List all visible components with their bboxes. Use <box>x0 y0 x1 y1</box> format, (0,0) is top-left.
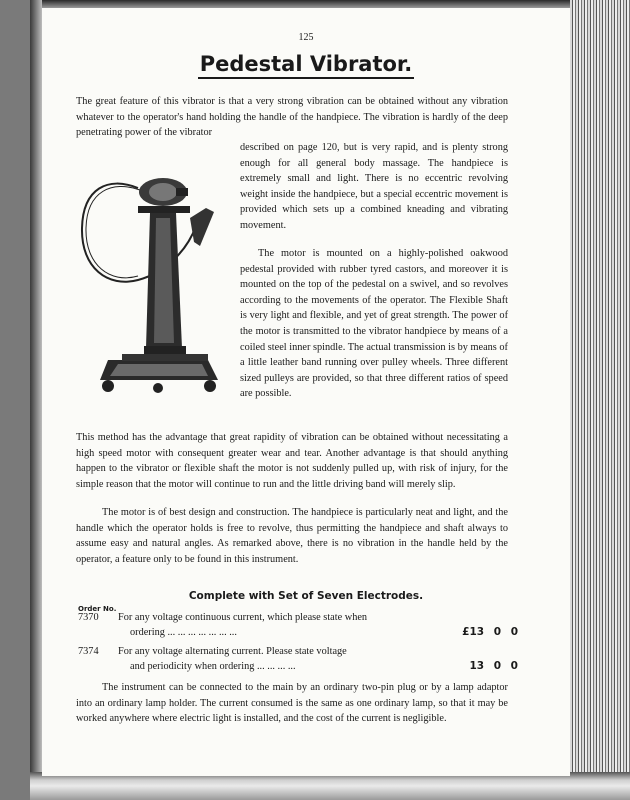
price-list-item <box>78 644 518 676</box>
order-number-label: Order No. <box>78 605 117 613</box>
page-title <box>42 52 570 76</box>
item-price: 13 0 0 <box>469 660 518 672</box>
page-title-text: Pedestal Vibrator. <box>198 52 415 79</box>
price-list-heading: Complete with Set of Seven Electrodes. <box>188 590 424 602</box>
scan-edge-bottom <box>30 772 630 800</box>
order-code: 7374 <box>78 646 99 657</box>
item-description <box>118 610 418 640</box>
item-description-line2: and periodicity when ordering ... ... ... ... <box>130 661 296 672</box>
paragraph-closing: The instrument can be connected to the main by an ordinary two-pin plug or by a lamp adaptor into an ordinary lamp holder. The current consumed is the same as one ordinary lamp, so that it may be worked anywhere where electric light is installed, and the cost of the current is negligible. <box>76 682 508 725</box>
page-number: 125 <box>298 32 314 43</box>
scan-edge-top <box>30 0 590 8</box>
item-description-line2: ordering ... ... ... ... ... ... ... <box>130 627 237 638</box>
item-description-line1: For any voltage alternating current. Please state voltage <box>118 646 347 657</box>
paragraph-motor: The motor is mounted on a highly-polished oakwood pedestal provided with rubber tyred castors, and moreover it is mounted on the top of the pedestal on a swivel, and so revolves according to the movements of the operator. The Flexible Shaft is very light and flexible, and yet of great strength. The power of the motor is transmitted to the vibrator handpiece by means of a coiled steel inner spindle. The actual transmission is by means of a little leather band running over pulley wheels. Three different sized pulleys are provided, so that three different ratios of speed are possible. <box>240 248 508 400</box>
scan-edge-left <box>30 0 42 790</box>
item-description <box>118 644 418 674</box>
pedestal-vibrator-illustration <box>78 168 228 408</box>
paragraph-method: This method has the advantage that great rapidity of vibration can be obtained without necessitating a high speed motor with consequent greater wear and tear. Another advantage is that should anything happen to the vibrator or flexible shaft the motor is not suddenly pulled up, with risk of injury, for the simple reason that the motor will continue to run and the little driving band will merely slip. <box>76 432 508 490</box>
order-code: 7370 <box>78 612 99 623</box>
item-price: £13 0 0 <box>462 626 518 638</box>
pedestal-vibrator-icon <box>78 168 228 408</box>
catalogue-page <box>42 8 570 776</box>
item-description-line1: For any voltage continuous current, which please state when <box>118 612 368 623</box>
paragraph-design: The motor is of best design and construction. The handpiece is particularly neat and light, and the handle which the operator holds is free to revolve, thus permitting the handpiece and shaft always to assume easy and natural angles. As remarked above, there is no vibration in the handle held by the operator, a feature only to be found in this instrument. <box>76 507 508 565</box>
paragraph-intro-continued: described on page 120, but is very rapid, and is plenty strong enough for all general body massage. The handpiece is extremely small and light. There is no eccentric revolving weight inside the handpiece, but a special eccentric movement is provided which sets up a combined kneading and vibrating movement. <box>240 142 508 231</box>
paragraph-intro: The great feature of this vibrator is that a very strong vibration can be obtained without any vibration whatever to the operator's hand holding the handle of the handpiece. The vibration is hardly of the deep penetrating power of the vibrator <box>76 96 508 139</box>
price-list-item <box>78 610 518 642</box>
scan-edge-right <box>570 0 630 800</box>
